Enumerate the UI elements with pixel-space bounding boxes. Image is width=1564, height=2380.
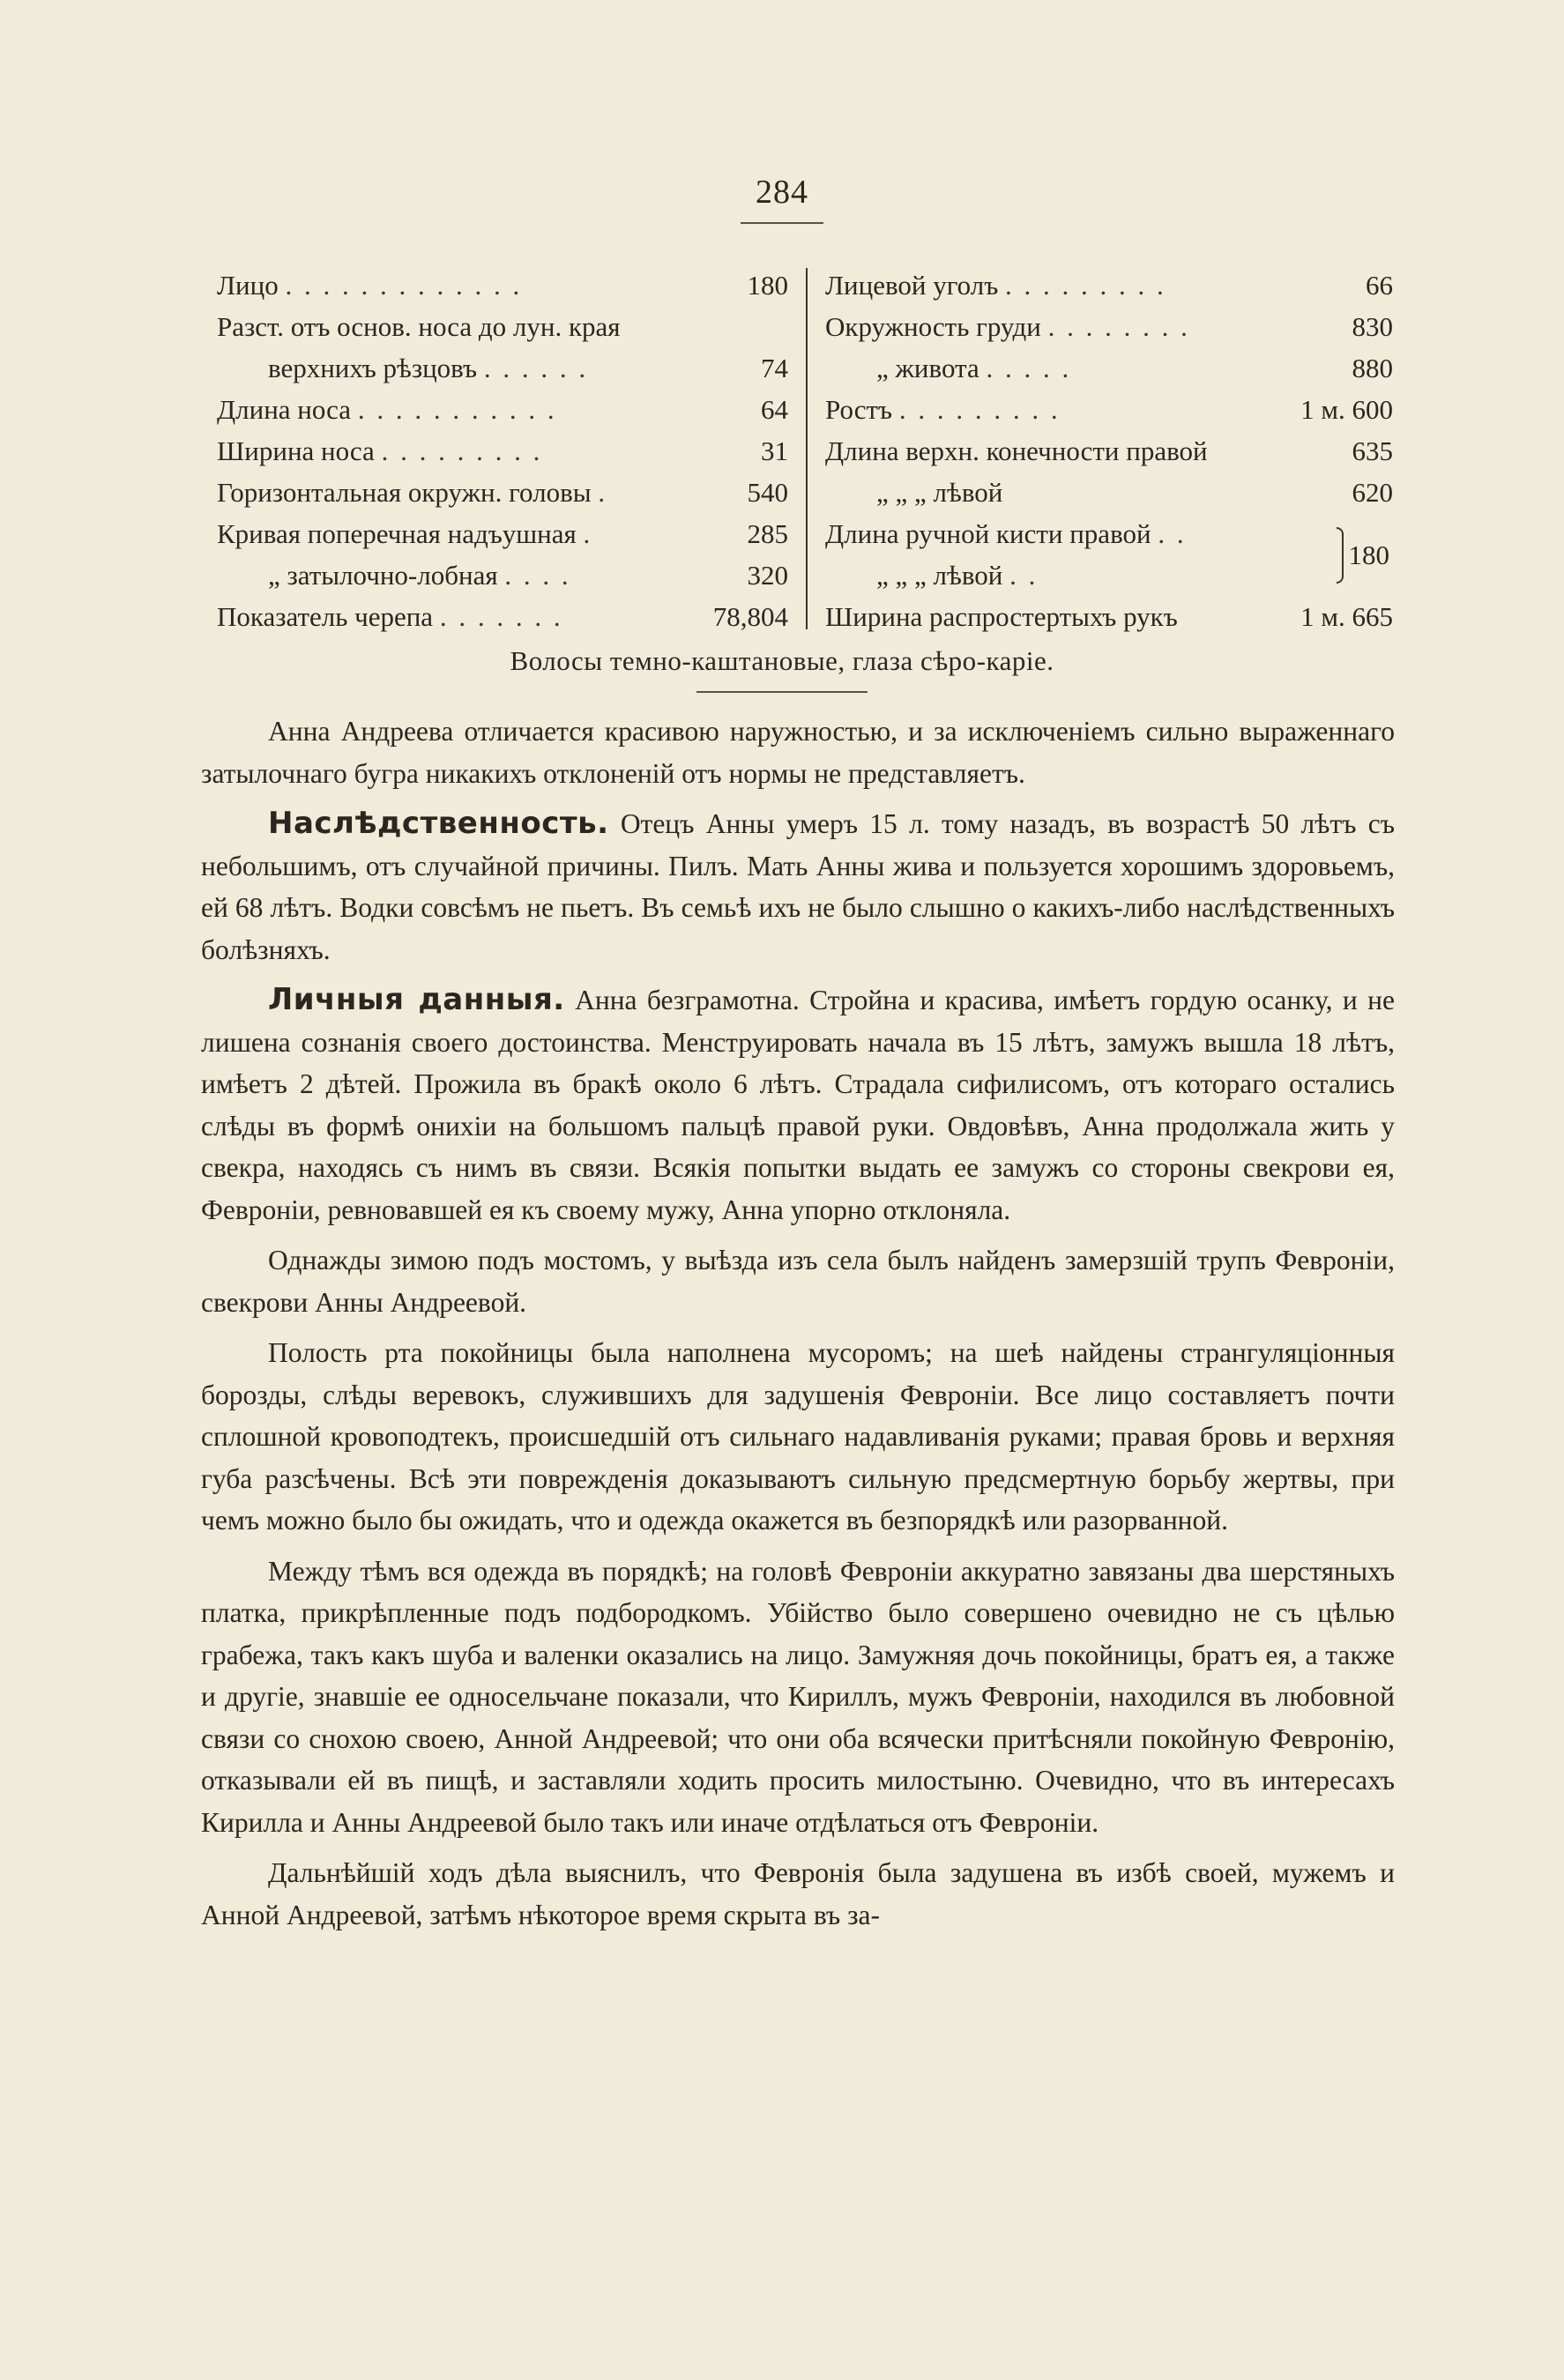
measurement-value: 1 м. 600: [1300, 394, 1393, 425]
measurements-right-column: [825, 264, 1393, 637]
paragraph: [201, 1332, 1395, 1542]
curly-bracket: [1337, 527, 1344, 584]
measurement-label: Кривая поперечная надъушная .: [217, 518, 593, 549]
measurement-label: „ живота . . . . .: [876, 353, 1072, 383]
measurement-label: „ „ „ лѣвой . .: [876, 560, 1039, 591]
measurement-label: Показатель черепа . . . . . . .: [217, 601, 563, 632]
measurement-value: 540: [747, 477, 788, 508]
measurement-row: [825, 513, 1393, 554]
measurement-value: 1 м. 665: [1300, 601, 1393, 632]
measurement-row: [825, 596, 1393, 637]
measurement-value: 320: [747, 560, 788, 591]
measurement-row: [217, 347, 788, 389]
section-rule: [696, 691, 868, 693]
measurement-label: верхнихъ рѣзцовъ . . . . . .: [268, 353, 589, 383]
column-divider: [806, 268, 808, 629]
measurement-value: 620: [1352, 477, 1393, 508]
page-number: 284: [756, 174, 808, 211]
measurements-left-column: [217, 264, 788, 637]
measurement-label: Длина носа . . . . . . . . . . .: [217, 394, 557, 425]
measurement-value: 64: [761, 394, 788, 425]
measurement-row: [217, 430, 788, 472]
page-number-rule: [741, 222, 823, 224]
measurement-row: [217, 596, 788, 637]
measurement-row: [825, 554, 1393, 596]
paragraph-text: Однажды зимою подъ мостомъ, у выѣзда изъ села былъ найденъ замерзшій трупъ Февроніи, свекрови Анны Андреевой.: [201, 1245, 1395, 1318]
paragraph-text: Полость рта покойницы была наполнена мусоромъ; на шеѣ найдены странгуляціонныя борозды, слѣды веревокъ, служившихъ для задушенія Февроніи. Все лицо составляетъ почти сплошной кровоподтекъ, происшедшій отъ сильнаго надавливанія руками; правая бровь и верхняя губа разсѣчены. Всѣ эти поврежденія доказываютъ сильную предсмертную борьбу жертвы, при чемъ можно было бы ожидать, что и одежда окажется въ безпорядкѣ или разорванной.: [201, 1337, 1395, 1536]
paragraph-text: Дальнѣйшій ходъ дѣла выяснилъ, что Февронія была задушена въ избѣ своей, мужемъ и Анной Андреевой, затѣмъ нѣкоторое время скрыта въ за-: [201, 1857, 1395, 1930]
paragraph: [201, 710, 1395, 794]
paragraph: [201, 1239, 1395, 1323]
hand-length-bracket-group: [825, 513, 1393, 596]
measurement-value: 830: [1352, 311, 1393, 342]
paragraph: [201, 1551, 1395, 1844]
measurement-value: 78,804: [712, 601, 788, 632]
measurement-row: [217, 264, 788, 306]
measurement-row: [217, 306, 788, 347]
measurement-label: Разст. отъ основ. носа до лун. края: [217, 311, 621, 342]
paragraph-text: Отецъ Анны умеръ 15 л. тому назадъ, въ возрастѣ 50 лѣтъ съ небольшимъ, отъ случайной причины. Пилъ. Мать Анны жива и пользуется хорошимъ здоровьемъ, ей 68 лѣтъ. Водки совсѣмъ не пьетъ. Въ семьѣ ихъ не было слышно о какихъ-либо наслѣдственныхъ болѣзняхъ.: [201, 808, 1396, 965]
paragraph-text: Между тѣмъ вся одежда въ порядкѣ; на головѣ Февроніи аккуратно завязаны два шерстяныхъ платка, прикрѣпленные подъ подбородкомъ. Убійство было совершено очевидно не съ цѣлью грабежа, такъ какъ шуба и валенки оказались на лицо. Замужняя дочь покойницы, братъ ея, а также и другіе, знавшіе ее односельчане показали, что Кириллъ, мужъ Февроніи, находился въ любовной связи со снохою своею, Анной Андреевой; что они оба всячески притѣсняли покойную Февронію, отказывали ей въ пищѣ, и заставляли ходить просить милостыню. Очевидно, что въ интересахъ Кирилла и Анны Андреевой было такъ или иначе отдѣлаться отъ Февроніи.: [201, 1555, 1395, 1838]
measurement-label: Горизонтальная окружн. головы .: [217, 477, 608, 508]
paragraph: [201, 803, 1395, 971]
measurement-value: 74: [761, 353, 788, 383]
measurement-label: Длина ручной кисти правой . .: [825, 518, 1187, 549]
measurement-row: [825, 430, 1393, 472]
measurement-label: „ затылочно-лобная . . . .: [268, 560, 571, 591]
measurement-row: [825, 347, 1393, 389]
measurement-value: 880: [1352, 353, 1393, 383]
measurement-row: [217, 554, 788, 596]
measurement-value: 66: [1366, 270, 1393, 301]
measurements-table: [217, 264, 1393, 636]
measurement-value: 285: [747, 518, 788, 549]
paragraph: [201, 1852, 1395, 1936]
paragraph-text: Анна Андреева отличается красивою наружностью, и за исключеніемъ сильно выраженнаго затылочнаго бугра никакихъ отклоненій отъ нормы не представляетъ.: [201, 716, 1395, 789]
hair-eyes-note: Волосы темно-каштановые, глаза сѣро-каріе.: [510, 645, 1054, 676]
measurement-row: [825, 389, 1393, 430]
measurement-row: [825, 472, 1393, 513]
measurement-value: 635: [1352, 435, 1393, 466]
measurement-label: Ширина распростертыхъ рукъ: [825, 601, 1178, 632]
body-text: [201, 710, 1395, 1945]
measurement-label: Длина верхн. конечности правой: [825, 435, 1208, 466]
measurement-row: [825, 264, 1393, 306]
paragraph-text: Анна безграмотна. Стройна и красива, имѣетъ гордую осанку, и не лишена сознанія своего достоинства. Менструировать начала въ 15 лѣтъ, замужъ вышла 18 лѣтъ, имѣетъ 2 дѣтей. Прожила въ бракѣ около 6 лѣтъ. Страдала сифилисомъ, отъ котораго остались слѣды въ формѣ онихіи на большомъ пальцѣ правой руки. Овдовѣвъ, Анна продолжала жить у свекра, находясь съ нимъ въ связи. Всякія попытки выдать ее замужъ со стороны свекрови ея, Февроніи, ревновавшей ея къ своему мужу, Анна упорно отклоняла.: [201, 985, 1396, 1225]
measurement-row: [217, 472, 788, 513]
measurement-label: Окружность груди . . . . . . . .: [825, 311, 1190, 342]
section-heading: Наслѣдственность.: [268, 806, 609, 841]
measurement-row: [217, 513, 788, 554]
paragraph: [201, 979, 1395, 1231]
measurement-value: 180: [747, 270, 788, 301]
measurement-label: Лицо . . . . . . . . . . . . .: [217, 270, 523, 301]
measurement-value: 31: [761, 435, 788, 466]
measurement-label: „ „ „ лѣвой: [876, 477, 1003, 508]
measurement-label: Лицевой уголъ . . . . . . . . .: [825, 270, 1166, 301]
measurement-row: [217, 389, 788, 430]
measurement-label: Ростъ . . . . . . . . .: [825, 394, 1061, 425]
section-heading: Личныя данныя.: [268, 982, 565, 1017]
measurement-label: Ширина носа . . . . . . . . .: [217, 435, 543, 466]
bracket-value: 180: [1348, 539, 1389, 570]
measurement-row: [825, 306, 1393, 347]
